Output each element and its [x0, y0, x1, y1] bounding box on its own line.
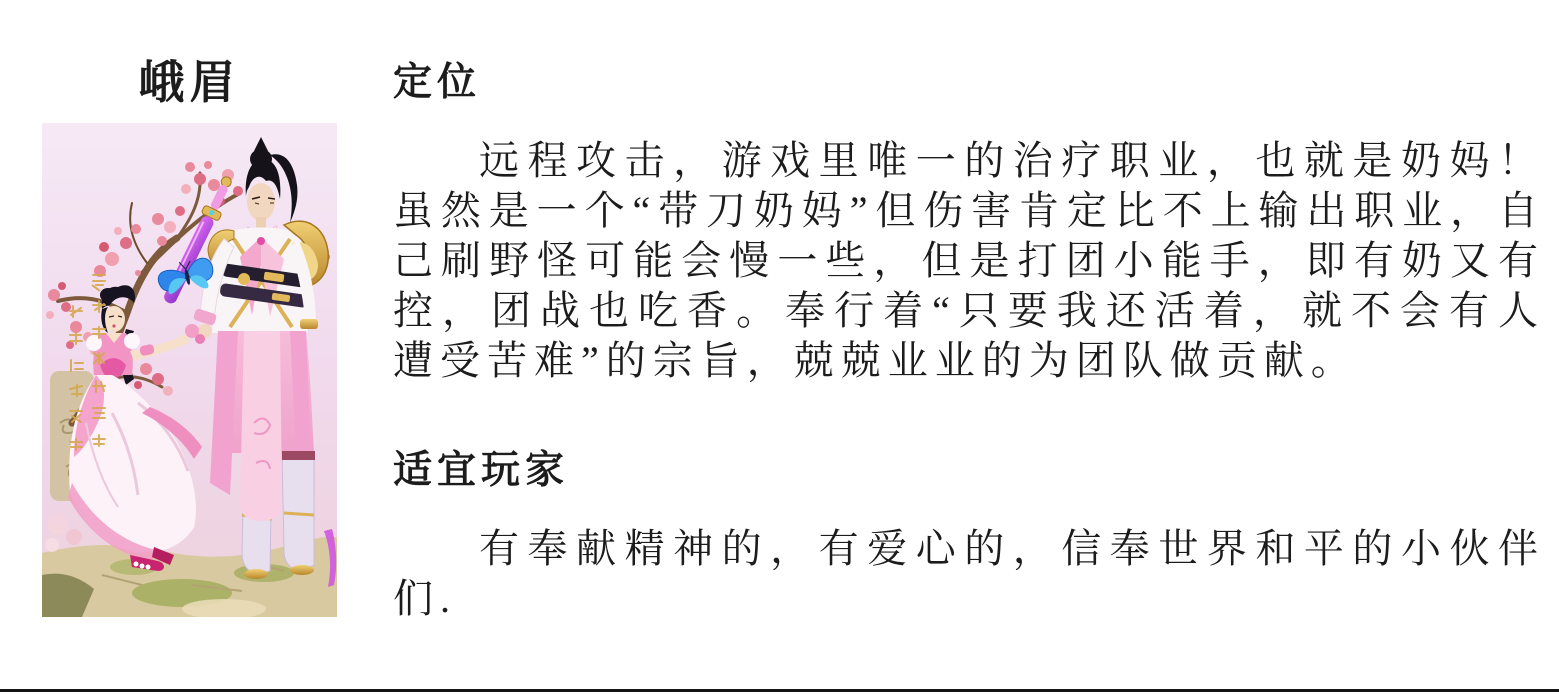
article-body: [393, 60, 1545, 624]
portrait-illustration: [42, 123, 337, 617]
section-paragraph-positioning: 远程攻击，游戏里唯一的治疗职业，也就是奶妈！虽然是一个“带刀奶妈”但伤害肯定比不上输出职业，自己刷野怪可能会慢一些，但是打团小能手，即有奶又有控，团战也吃香。奉行着“只要我还活着，就不会有人遭受苦难”的宗旨，兢兢业业的为团队做贡献。: [393, 138, 1545, 383]
section-heading-suitable-players: 适宜玩家: [393, 449, 570, 492]
page-bottom-border: [0, 689, 1559, 692]
section-paragraph-suitable-players: 有奉献精神的，有爱心的，信奉世界和平的小伙伴们.: [393, 526, 1545, 621]
class-portrait-image: [42, 123, 337, 617]
section-heading-positioning: 定位: [393, 61, 482, 104]
section-suitable-players: [393, 448, 1545, 624]
section-positioning: [393, 60, 1545, 386]
class-title: 峨眉: [138, 57, 241, 108]
